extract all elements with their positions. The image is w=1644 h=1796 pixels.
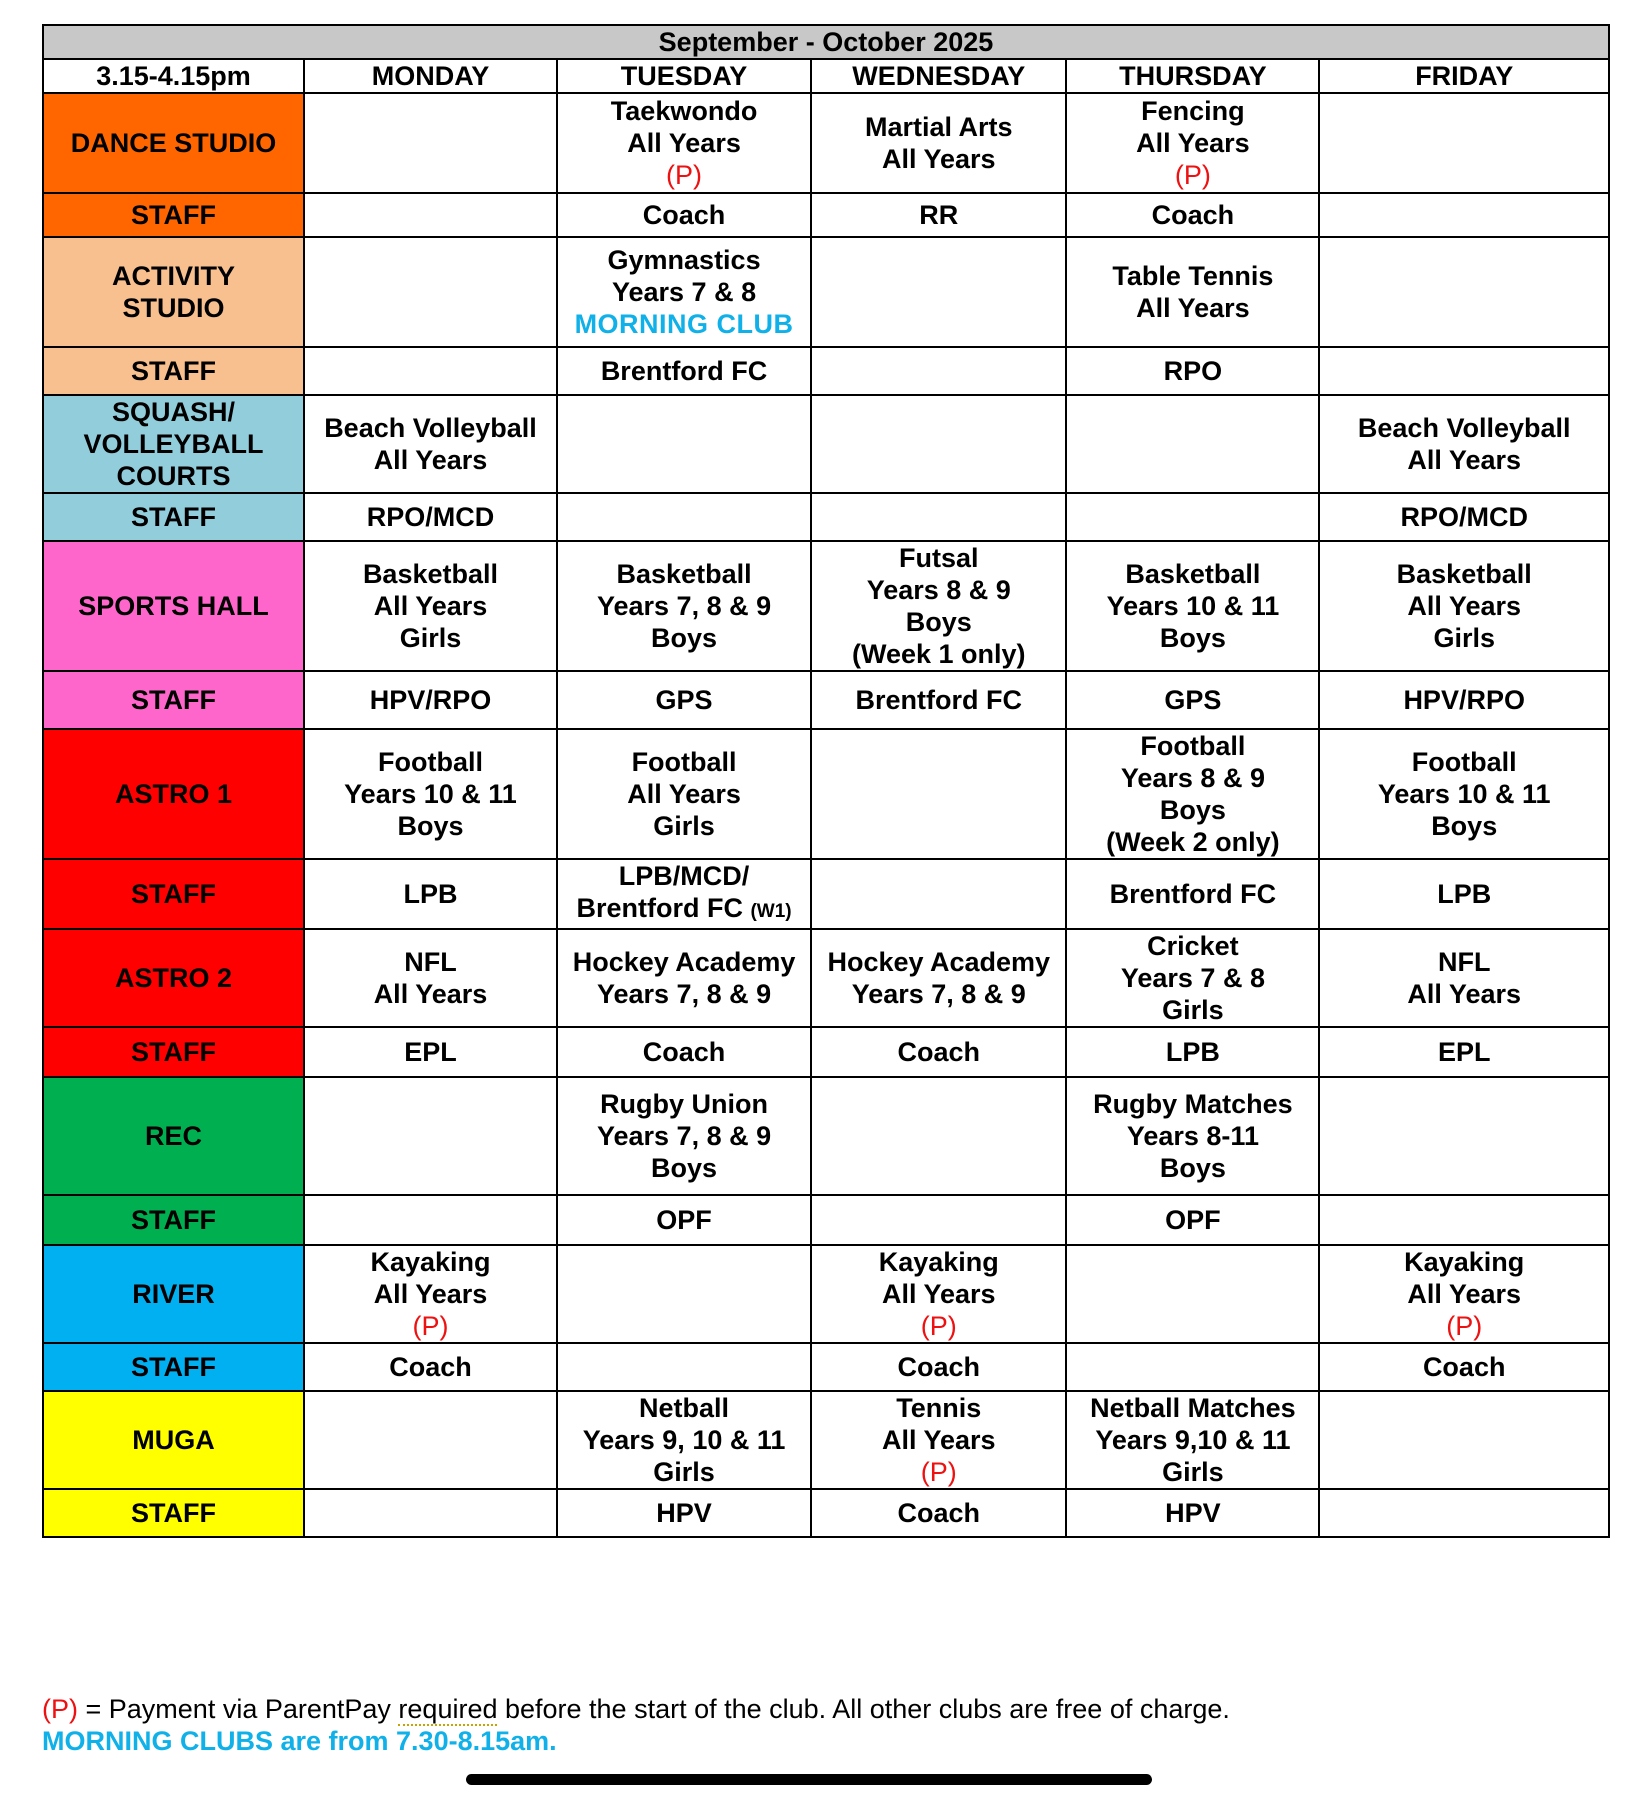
cell-text: Kayaking [1404, 1247, 1525, 1277]
cell-text: Boys [1431, 811, 1498, 841]
schedule-cell-tuesday [557, 1391, 811, 1489]
payment-note-text: = Payment via ParentPay [78, 1694, 399, 1724]
cell-text: All Years [1407, 1279, 1521, 1309]
schedule-cell-friday [1319, 929, 1609, 1027]
schedule-cell-tuesday [557, 671, 811, 729]
cell-text: Boys [1159, 1153, 1226, 1183]
cell-text: GPS [655, 685, 713, 715]
schedule-cell-monday [304, 347, 557, 395]
cell-text: Coach [642, 200, 726, 230]
schedule-cell-thursday [1066, 729, 1319, 859]
schedule-cell-thursday [1066, 1489, 1319, 1537]
schedule-cell-wednesday [811, 493, 1066, 541]
schedule-cell-thursday [1066, 671, 1319, 729]
schedule-cell-friday [1319, 1343, 1609, 1391]
row-staff [43, 1027, 1609, 1077]
cell-text: Kayaking [370, 1247, 491, 1277]
cell-text: HPV [656, 1498, 712, 1528]
schedule-cell-tuesday [557, 1245, 811, 1343]
payment-marker [560, 159, 808, 191]
row-staff [43, 193, 1609, 237]
schedule-cell-thursday [1066, 237, 1319, 347]
row-staff [43, 671, 1609, 729]
schedule-cell-tuesday [557, 729, 811, 859]
cell-text: Brentford FC [855, 685, 1022, 715]
venue-label-line: STUDIO [122, 293, 225, 323]
cell-text: All Years [881, 1279, 996, 1309]
schedule-cell-monday [304, 395, 557, 493]
cell-text: Years 7, 8 & 9 [851, 979, 1026, 1009]
schedule-cell-wednesday [811, 859, 1066, 929]
venue-label-line: VOLLEYBALL [83, 429, 264, 459]
venue-label-line: DANCE STUDIO [70, 128, 277, 158]
schedule-cell-monday [304, 237, 557, 347]
schedule-cell-friday [1319, 237, 1609, 347]
cell-text: Coach [1151, 200, 1235, 230]
cell-text: Years 7, 8 & 9 [596, 591, 772, 621]
cell-text: RPO/MCD [366, 502, 495, 532]
cell-text: All Years [1407, 445, 1521, 475]
schedule-cell-tuesday [557, 193, 811, 237]
cell-text: Fencing [1141, 96, 1245, 126]
cell-text: Tennis [896, 1393, 982, 1423]
row-staff [43, 1489, 1609, 1537]
schedule-cell-thursday [1066, 1027, 1319, 1077]
schedule-cell-wednesday [811, 93, 1066, 193]
venue-label-line: STAFF [131, 1352, 216, 1382]
cell-text: Years 9,10 & 11 [1095, 1425, 1291, 1455]
cell-text-part: (P) [666, 160, 703, 190]
venue-label [43, 929, 304, 1027]
cell-text: Coach [642, 1037, 726, 1067]
venue-label-line: COURTS [116, 461, 231, 491]
cell-text: Martial Arts [864, 112, 1013, 142]
row-sports-hall [43, 541, 1609, 671]
schedule-cell-monday [304, 1195, 557, 1245]
schedule-cell-monday [304, 1489, 557, 1537]
schedule-cell-tuesday [557, 237, 811, 347]
schedule-cell-friday [1319, 193, 1609, 237]
schedule-cell-friday [1319, 1489, 1609, 1537]
cell-text: All Years [1136, 293, 1250, 323]
venue-label-line: ASTRO 2 [114, 963, 232, 993]
cell-text: Years 9, 10 & 11 [582, 1425, 786, 1455]
payment-marker [307, 1310, 554, 1342]
venue-label-line: MUGA [132, 1425, 215, 1455]
schedule-cell-tuesday [557, 93, 811, 193]
schedule-cell-wednesday [811, 237, 1066, 347]
day-header-thursday: THURSDAY [1066, 59, 1319, 93]
cell-text: Coach [897, 1498, 981, 1528]
payment-marker [1069, 159, 1316, 191]
schedule-cell-thursday [1066, 1391, 1319, 1489]
cell-text: Hockey Academy [572, 947, 796, 977]
venue-label [43, 1391, 304, 1489]
cell-text: (Week 1 only) [851, 639, 1026, 669]
cell-text: Girls [653, 1457, 715, 1487]
cell-text: OPF [1165, 1205, 1221, 1235]
row-squash-volleyball-courts [43, 395, 1609, 493]
payment-note-text-end: before the start of the club. All other clubs are free of charge. [497, 1694, 1230, 1724]
schedule-cell-friday [1319, 729, 1609, 859]
cell-text: HPV/RPO [369, 685, 492, 715]
schedule-cell-monday [304, 729, 557, 859]
schedule-cell-friday [1319, 1391, 1609, 1489]
venue-label [43, 541, 304, 671]
cell-text: Years 8 & 9 [866, 575, 1011, 605]
cell-text: Rugby Matches [1093, 1089, 1293, 1119]
cell-text: Beach Volleyball [324, 413, 537, 443]
cell-text: Boys [1159, 623, 1226, 653]
schedule-cell-monday [304, 1245, 557, 1343]
cell-text: Girls [399, 623, 462, 653]
schedule-cell-wednesday [811, 1245, 1066, 1343]
schedule-cell-wednesday [811, 671, 1066, 729]
schedule-cell-friday [1319, 1245, 1609, 1343]
schedule-cell-thursday [1066, 1195, 1319, 1245]
schedule-cell-friday [1319, 395, 1609, 493]
cell-text: Boys [1159, 795, 1226, 825]
venue-label-line: STAFF [131, 200, 216, 230]
venue-label [43, 493, 304, 541]
row-staff [43, 859, 1609, 929]
row-astro-2 [43, 929, 1609, 1027]
cell-text: Years 10 & 11 [1377, 779, 1551, 809]
venue-label-line: RIVER [132, 1279, 215, 1309]
venue-label-line: SQUASH/ [111, 397, 235, 427]
cell-text: Basketball [1125, 559, 1261, 589]
cell-text: RR [919, 200, 959, 230]
venue-label [43, 237, 304, 347]
cell-text: RPO [1163, 356, 1223, 386]
schedule-cell-friday [1319, 859, 1609, 929]
venue-label [43, 193, 304, 237]
timetable-body [43, 93, 1609, 1537]
cell-text: (Week 2 only) [1106, 827, 1280, 857]
venue-label-line: STAFF [131, 685, 216, 715]
cell-text: Years 10 & 11 [1106, 591, 1280, 621]
schedule-cell-tuesday [557, 541, 811, 671]
cell-text: Football [1140, 731, 1246, 761]
venue-label-line: ACTIVITY [111, 261, 235, 291]
schedule-cell-wednesday [811, 1489, 1066, 1537]
cell-text: LPB [1165, 1037, 1220, 1067]
cell-text: HPV/RPO [1403, 685, 1525, 715]
venue-label [43, 1027, 304, 1077]
schedule-cell-tuesday [557, 493, 811, 541]
schedule-cell-wednesday [811, 1391, 1066, 1489]
schedule-cell-thursday [1066, 859, 1319, 929]
cell-text: Coach [1422, 1352, 1506, 1382]
cell-text: Basketball [1396, 559, 1532, 589]
cell-text: Table Tennis [1112, 261, 1274, 291]
cell-text: Boys [651, 1153, 718, 1183]
cell-text: Years 7 & 8 [1120, 963, 1265, 993]
schedule-cell-thursday [1066, 1343, 1319, 1391]
schedule-cell-wednesday [811, 1027, 1066, 1077]
schedule-cell-thursday [1066, 1245, 1319, 1343]
timetable [42, 24, 1610, 1538]
schedule-cell-tuesday [557, 395, 811, 493]
cell-text: Girls [653, 811, 715, 841]
cell-text: NFL [1437, 947, 1491, 977]
schedule-cell-tuesday [557, 347, 811, 395]
cell-text: Years 8-11 [1126, 1121, 1259, 1151]
morning-club-label [560, 308, 808, 340]
schedule-cell-thursday [1066, 193, 1319, 237]
schedule-cell-friday [1319, 541, 1609, 671]
venue-label [43, 1245, 304, 1343]
row-river [43, 1245, 1609, 1343]
cell-text: Years 7, 8 & 9 [596, 979, 772, 1009]
cell-text: Girls [1433, 623, 1495, 653]
header-row [43, 59, 1609, 93]
cell-text: Netball [639, 1393, 730, 1423]
schedule-cell-tuesday [557, 859, 811, 929]
cell-text: All Years [1407, 979, 1521, 1009]
cell-text: Years 7 & 8 [611, 277, 757, 307]
cell-text-part: (P) [920, 1311, 957, 1341]
cell-text: LPB [403, 879, 458, 909]
cell-text: LPB [1437, 879, 1492, 909]
venue-label [43, 729, 304, 859]
schedule-cell-wednesday [811, 1195, 1066, 1245]
cell-text: All Years [1136, 128, 1250, 158]
schedule-cell-monday [304, 859, 557, 929]
cell-text [560, 892, 808, 928]
row-rec [43, 1077, 1609, 1195]
cell-text: Girls [1162, 1457, 1224, 1487]
cell-text: NFL [404, 947, 457, 977]
payment-marker: (P) [42, 1694, 78, 1724]
time-label: 3.15-4.15pm [43, 59, 304, 93]
cell-text: EPL [1437, 1037, 1491, 1067]
venue-label [43, 1077, 304, 1195]
row-staff [43, 1343, 1609, 1391]
cell-text: Years 7, 8 & 9 [596, 1121, 772, 1151]
cell-text: Boys [905, 607, 972, 637]
schedule-cell-thursday [1066, 347, 1319, 395]
venue-label-line: ASTRO 1 [114, 779, 232, 809]
schedule-cell-thursday [1066, 541, 1319, 671]
venue-label-line: STAFF [131, 1205, 216, 1235]
cell-text: Taekwondo [610, 96, 758, 126]
schedule-cell-monday [304, 493, 557, 541]
cell-text: Brentford FC [600, 356, 768, 386]
row-staff [43, 347, 1609, 395]
timetable-title: September - October 2025 [43, 25, 1609, 59]
schedule-cell-monday [304, 93, 557, 193]
schedule-cell-tuesday [557, 1343, 811, 1391]
cell-text-part: (P) [1446, 1311, 1483, 1341]
schedule-cell-wednesday [811, 929, 1066, 1027]
venue-label [43, 671, 304, 729]
payment-note [42, 1693, 1230, 1725]
venue-label [43, 395, 304, 493]
cell-text-part: (P) [920, 1457, 957, 1487]
cell-text-part: Brentford FC [576, 893, 751, 923]
schedule-cell-wednesday [811, 395, 1066, 493]
schedule-cell-thursday [1066, 1077, 1319, 1195]
cell-text: GPS [1164, 685, 1222, 715]
cell-text: All Years [373, 445, 488, 475]
venue-label-line: STAFF [131, 502, 216, 532]
schedule-cell-wednesday [811, 1343, 1066, 1391]
schedule-cell-thursday [1066, 929, 1319, 1027]
cell-text: Rugby Union [600, 1089, 769, 1119]
cell-text: Football [631, 747, 737, 777]
payment-note-required: required [398, 1694, 498, 1724]
schedule-cell-monday [304, 671, 557, 729]
row-astro-1 [43, 729, 1609, 859]
cell-text: Beach Volleyball [1357, 413, 1571, 443]
row-staff [43, 493, 1609, 541]
schedule-cell-friday [1319, 1027, 1609, 1077]
cell-text: All Years [373, 1279, 488, 1309]
cell-text: Coach [897, 1352, 981, 1382]
cell-text-part: MORNING CLUB [574, 309, 794, 339]
schedule-cell-wednesday [811, 1077, 1066, 1195]
schedule-cell-thursday [1066, 395, 1319, 493]
schedule-cell-monday [304, 929, 557, 1027]
venue-label-line: SPORTS HALL [78, 591, 269, 621]
schedule-cell-tuesday [557, 1195, 811, 1245]
cell-text: Years 10 & 11 [344, 779, 517, 809]
cell-text: Kayaking [878, 1247, 999, 1277]
day-header-wednesday: WEDNESDAY [811, 59, 1066, 93]
home-indicator[interactable] [466, 1774, 1152, 1785]
cell-text: Hockey Academy [827, 947, 1051, 977]
cell-text: Years 8 & 9 [1120, 763, 1265, 793]
schedule-cell-monday [304, 1027, 557, 1077]
cell-text: Brentford FC [1109, 879, 1277, 909]
venue-label-line: STAFF [131, 1498, 216, 1528]
schedule-cell-friday [1319, 671, 1609, 729]
week-note: (W1) [750, 901, 792, 922]
schedule-cell-wednesday [811, 347, 1066, 395]
venue-label [43, 1195, 304, 1245]
schedule-cell-friday [1319, 1077, 1609, 1195]
row-staff [43, 1195, 1609, 1245]
cell-text: Girls [1162, 995, 1224, 1025]
payment-marker [814, 1456, 1063, 1488]
schedule-cell-monday [304, 1391, 557, 1489]
schedule-cell-tuesday [557, 929, 811, 1027]
cell-text-part: (P) [412, 1311, 449, 1341]
cell-text: All Years [881, 144, 996, 174]
cell-text-part: (P) [1174, 160, 1211, 190]
schedule-cell-tuesday [557, 1077, 811, 1195]
schedule-cell-thursday [1066, 93, 1319, 193]
schedule-cell-monday [304, 541, 557, 671]
cell-text: EPL [404, 1037, 457, 1067]
cell-text: Basketball [362, 559, 499, 589]
venue-label [43, 859, 304, 929]
schedule-cell-tuesday [557, 1489, 811, 1537]
schedule-cell-monday [304, 1343, 557, 1391]
venue-label-line: STAFF [131, 1037, 216, 1067]
cell-text: Cricket [1147, 931, 1239, 961]
schedule-cell-friday [1319, 1195, 1609, 1245]
cell-text: All Years [373, 979, 488, 1009]
venue-label [43, 1489, 304, 1537]
schedule-cell-monday [304, 1077, 557, 1195]
morning-clubs-note: MORNING CLUBS are from 7.30-8.15am. [42, 1726, 557, 1756]
cell-text: All Years [627, 779, 741, 809]
row-muga [43, 1391, 1609, 1489]
schedule-cell-wednesday [811, 541, 1066, 671]
cell-text: LPB/MCD/ [618, 861, 750, 891]
cell-text: Football [1411, 747, 1517, 777]
cell-text: Boys [651, 623, 718, 653]
cell-text: Basketball [616, 559, 752, 589]
cell-text: Coach [389, 1352, 472, 1382]
day-header-monday: MONDAY [304, 59, 557, 93]
cell-text: Netball Matches [1090, 1393, 1296, 1423]
venue-label-line: REC [144, 1121, 202, 1151]
cell-text: RPO/MCD [1400, 502, 1528, 532]
venue-label-line: STAFF [131, 356, 216, 386]
cell-text: HPV [1165, 1498, 1221, 1528]
cell-text: Futsal [899, 543, 979, 573]
schedule-cell-friday [1319, 493, 1609, 541]
day-header-friday: FRIDAY [1319, 59, 1609, 93]
cell-text: Football [377, 747, 483, 777]
cell-text: Gymnastics [607, 245, 761, 275]
venue-label-line: STAFF [131, 879, 216, 909]
row-activity-studio [43, 237, 1609, 347]
cell-text: Boys [397, 811, 464, 841]
cell-text: Coach [897, 1037, 981, 1067]
row-dance-studio [43, 93, 1609, 193]
schedule-cell-friday [1319, 93, 1609, 193]
cell-text: All Years [373, 591, 488, 621]
payment-marker [1322, 1310, 1606, 1342]
cell-text: All Years [881, 1425, 996, 1455]
payment-marker [814, 1310, 1063, 1342]
schedule-cell-wednesday [811, 729, 1066, 859]
venue-label [43, 1343, 304, 1391]
cell-text: All Years [1407, 591, 1521, 621]
schedule-cell-monday [304, 193, 557, 237]
schedule-cell-friday [1319, 347, 1609, 395]
day-header-tuesday: TUESDAY [557, 59, 811, 93]
schedule-cell-wednesday [811, 193, 1066, 237]
schedule-cell-tuesday [557, 1027, 811, 1077]
venue-label [43, 93, 304, 193]
cell-text: All Years [627, 128, 741, 158]
schedule-cell-thursday [1066, 493, 1319, 541]
venue-label [43, 347, 304, 395]
cell-text: OPF [656, 1205, 712, 1235]
